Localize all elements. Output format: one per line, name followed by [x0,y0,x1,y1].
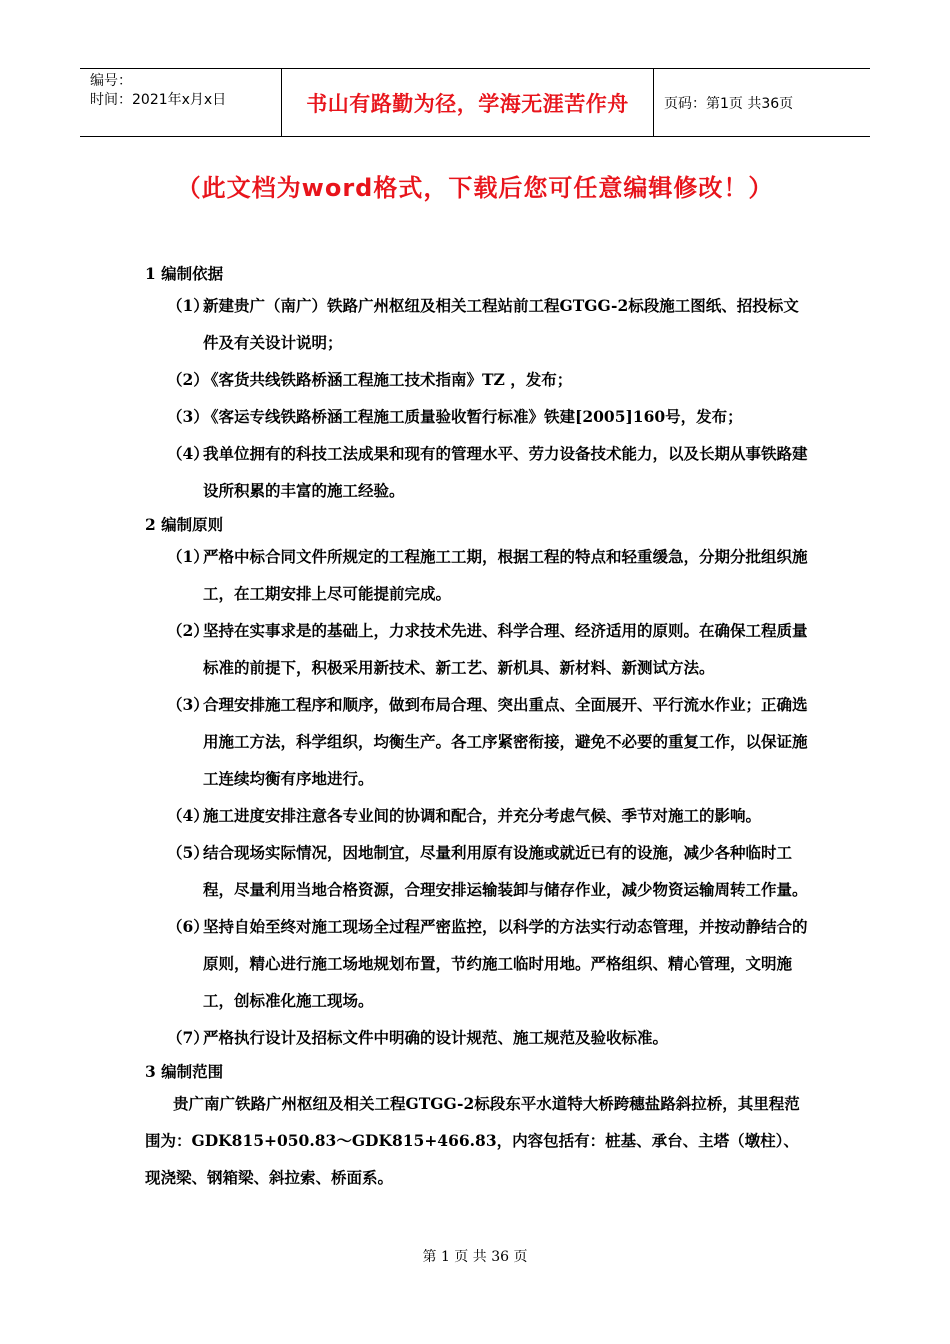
list-item [145,908,810,1019]
page-footer: 第 1 页 共 36 页 [422,1249,528,1265]
list-item [145,435,810,509]
item-text: 施工进度安排注意各专业间的协调和配合，并充分考虑气候、季节对施工的影响。 [203,806,762,825]
item-text: 坚持在实事求是的基础上，力求技术先进、科学合理、经济适用的原则。在确保工程质量标准的前提下，积极采用新技术、新工艺、新机具、新材料、新测试方法。 [203,621,808,677]
item-text: 坚持自始至终对施工现场全过程严密监控，以科学的方法实行动态管理，并按动静结合的原则，精心进行施工场地规划布置，节约施工临时用地。严格组织、精心管理，文明施工，创标准化施工现场。 [203,917,808,1010]
item-text: 结合现场实际情况，因地制宜，尽量利用原有设施或就近已有的设施，减少各种临时工程，尽量利用当地合格资源，合理安排运输装卸与储存作业，减少物资运输周转工作量。 [203,843,808,899]
item-text: 严格执行设计及招标文件中明确的设计规范、施工规范及验收标准。 [203,1028,669,1047]
list-item [145,797,810,834]
header-table [80,68,870,137]
item-number: （5） [167,843,209,862]
editable-notice-banner: （此文档为word格式，下载后您可任意编辑修改！） [176,174,774,202]
item-number: （3） [167,695,209,714]
list-item [145,1019,810,1056]
document-body [145,258,810,1196]
item-number: （1） [167,296,209,315]
list-item [145,612,810,686]
item-number: （6） [167,917,209,936]
item-number: （2） [167,370,209,389]
list-item [145,361,810,398]
item-text: 合理安排施工程序和顺序，做到布局合理、突出重点、全面展开、平行流水作业；正确选用施工方法，科学组织，均衡生产。各工序紧密衔接，避免不必要的重复工作，以保证施工连续均衡有序地进行。 [203,695,808,788]
scope-paragraph: 贵广南广铁路广州枢纽及相关工程GTGG-2标段东平水道特大桥跨穗盐路斜拉桥，其里程范围为：GDK815+050.83～GDK815+466.83，内容包括有：桩基、承台、主塔（墩柱）、现浇梁、钢箱梁、斜拉索、桥面系。 [145,1094,800,1187]
item-number: （3） [167,407,209,426]
number-label: 编号： [90,73,132,89]
list-item [145,686,810,797]
item-number: （4） [167,806,209,825]
item-number: （7） [167,1028,209,1047]
list-item [145,834,810,908]
header-page-info: 页码：第1页 共36页 [664,95,794,112]
section-title: 1 编制依据 [145,264,224,283]
section-title: 3 编制范围 [145,1062,224,1081]
list-item [145,287,810,361]
item-text: 严格中标合同文件所规定的工程施工工期，根据工程的特点和轻重缓急，分期分批组织施工，在工期安排上尽可能提前完成。 [203,547,808,603]
item-text: 《客货共线铁路桥涵工程施工技术指南》TZ ，发布； [203,370,573,389]
item-number: （2） [167,621,209,640]
item-number: （4） [167,444,209,463]
header-meta [80,69,282,136]
time-label: 时间：2021年x月x日 [90,92,227,108]
list-item [145,538,810,612]
header-motto: 书山有路勤为径，学海无涯苦作舟 [282,69,654,136]
list-item [145,398,810,435]
item-text: 我单位拥有的科技工法成果和现有的管理水平、劳力设备技术能力，以及长期从事铁路建设所积累的丰富的施工经验。 [203,444,808,500]
item-text: 新建贵广（南广）铁路广州枢纽及相关工程站前工程GTGG-2标段施工图纸、招投标文件及有关设计说明； [203,296,799,352]
item-text: 《客运专线铁路桥涵工程施工质量验收暂行标准》铁建[2005]160号，发布； [203,407,743,426]
item-number: （1） [167,547,209,566]
section-title: 2 编制原则 [145,515,224,534]
